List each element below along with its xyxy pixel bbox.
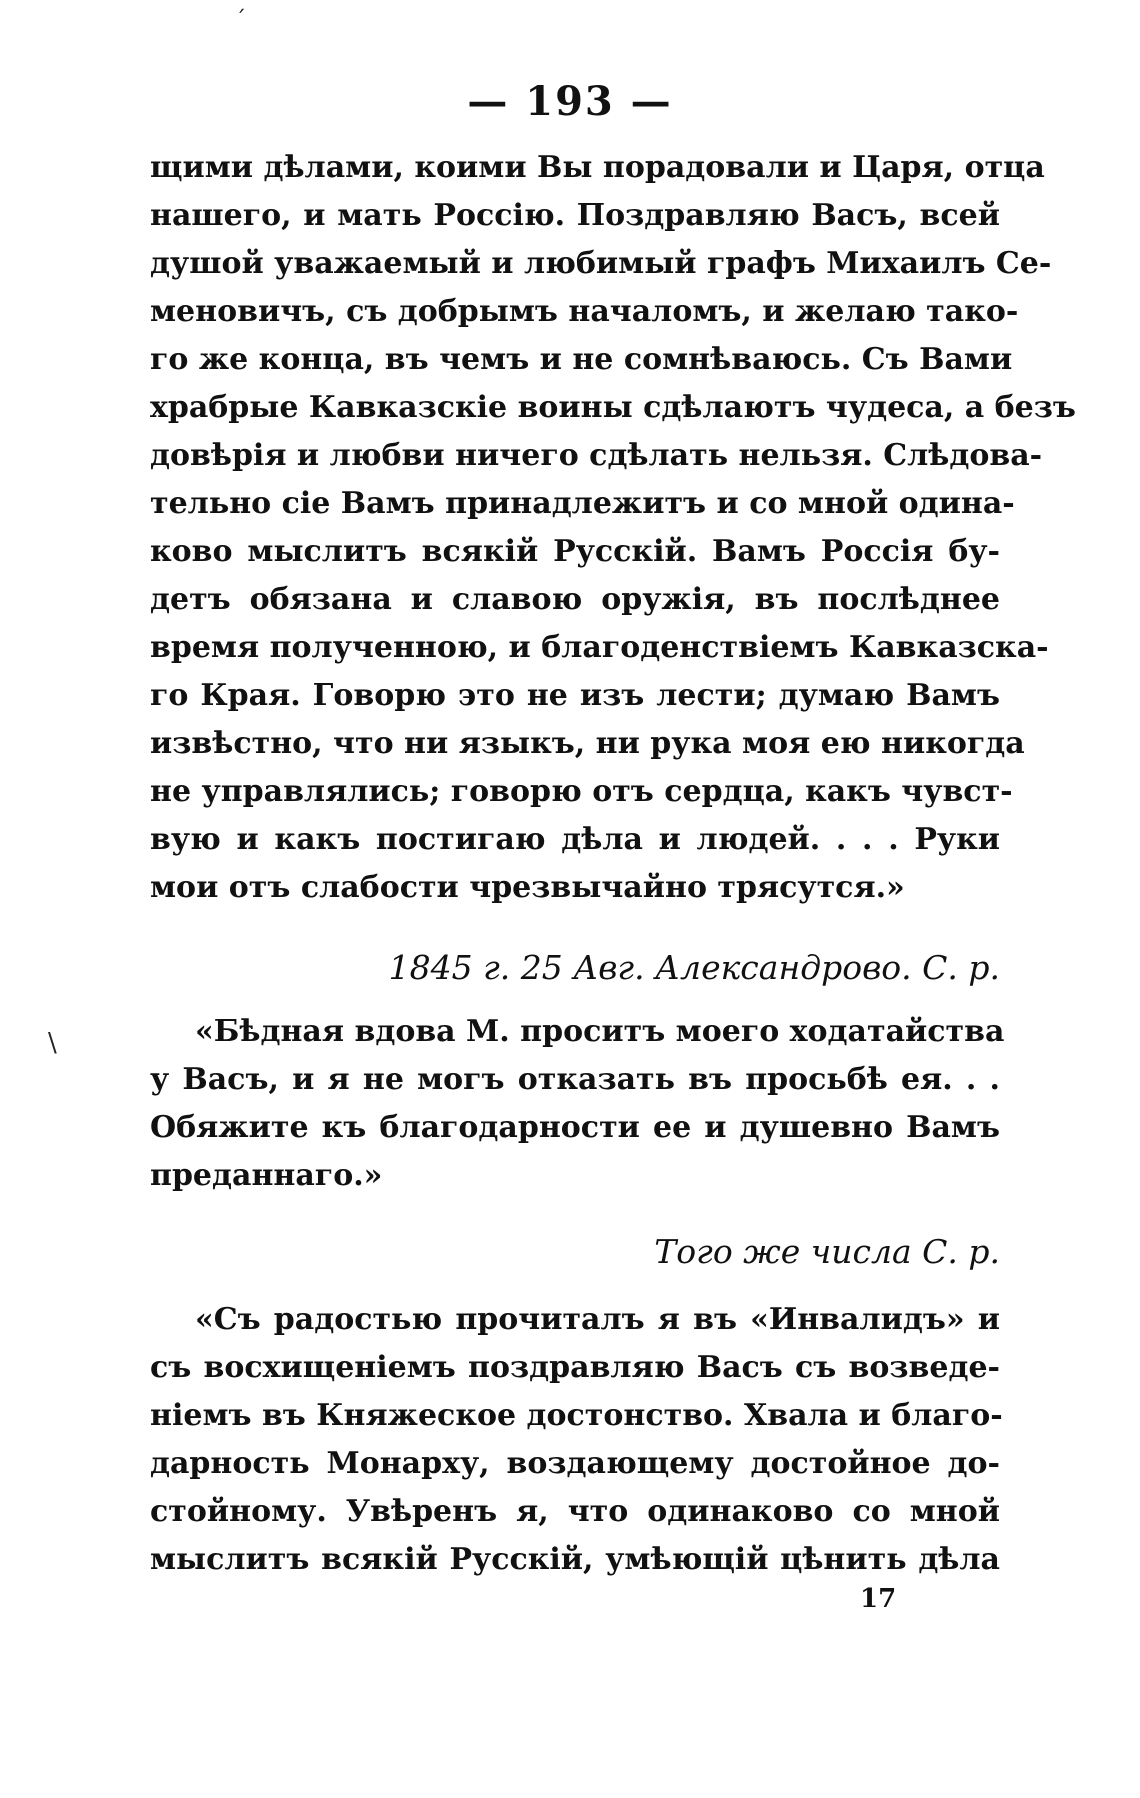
- text-line: стойному. Увѣренъ я, что одинаково со мной: [150, 1494, 1000, 1529]
- text-line: храбрые Кавказскіе воины сдѣлаютъ чудеса, а безъ: [150, 390, 1076, 425]
- letter-dateline: Того же числа С. р.: [654, 1232, 1000, 1271]
- text-line: у Васъ, и я не могъ отказать въ просьбѣ ея. . .: [150, 1062, 1000, 1097]
- text-line: тельно сіе Вамъ принадлежитъ и со мной одина-: [150, 486, 1015, 521]
- text-line: Обяжите къ благодарности ее и душевно Вамъ: [150, 1110, 1000, 1145]
- scan-speck: \: [48, 1028, 57, 1058]
- text-line: «Бѣдная вдова М. проситъ моего ходатайства: [195, 1014, 1005, 1049]
- text-line: нашего, и мать Россію. Поздравляю Васъ, всей: [150, 198, 1000, 233]
- letter-dateline: 1845 г. 25 Авг. Александрово. С. р.: [388, 948, 1000, 987]
- text-line: го же конца, въ чемъ и не сомнѣваюсь. Съ Вами: [150, 342, 1013, 377]
- text-line: дарность Монарху, воздающему достойное до-: [150, 1446, 1000, 1481]
- text-line: «Съ радостью прочиталъ я въ «Инвалидъ» и: [195, 1302, 1000, 1337]
- text-line: извѣстно, что ни языкъ, ни рука моя ею никогда: [150, 726, 1025, 761]
- text-line: съ восхищеніемъ поздравляю Васъ съ возведе-: [150, 1350, 1000, 1385]
- text-line: не управлялись; говорю отъ сердца, какъ чувст-: [150, 774, 1013, 809]
- text-line: время полученною, и благоденствіемъ Кавказска-: [150, 630, 1049, 665]
- page-number-header: — 193 —: [467, 78, 673, 125]
- text-line: преданнаго.»: [150, 1158, 383, 1193]
- text-line: мои отъ слабости чрезвычайно трясутся.»: [150, 870, 905, 905]
- text-line: меновичъ, съ добрымъ началомъ, и желаю тако-: [150, 294, 1019, 329]
- text-line: мыслитъ всякій Русскій, умѣющій цѣнить дѣла: [150, 1542, 1000, 1577]
- text-line: ніемъ въ Княжеское достонство. Хвала и благо-: [150, 1398, 1003, 1433]
- text-line: душой уважаемый и любимый графъ Михаилъ Се-: [150, 246, 1052, 281]
- signature-mark: 17: [860, 1584, 897, 1614]
- text-line: щими дѣлами, коими Вы порадовали и Царя, отца: [150, 150, 1045, 185]
- text-line: довѣрія и любви ничего сдѣлать нельзя. Слѣдова-: [150, 438, 1043, 473]
- text-line: ково мыслитъ всякій Русскій. Вамъ Россія бу-: [150, 534, 1000, 569]
- text-line: го Края. Говорю это не изъ лести; думаю Вамъ: [150, 678, 1000, 713]
- text-line: детъ обязана и славою оружія, въ послѣднее: [150, 582, 1000, 617]
- text-line: вую и какъ постигаю дѣла и людей. . . . Руки: [150, 822, 1000, 857]
- scan-speck: ˊ: [235, 8, 246, 33]
